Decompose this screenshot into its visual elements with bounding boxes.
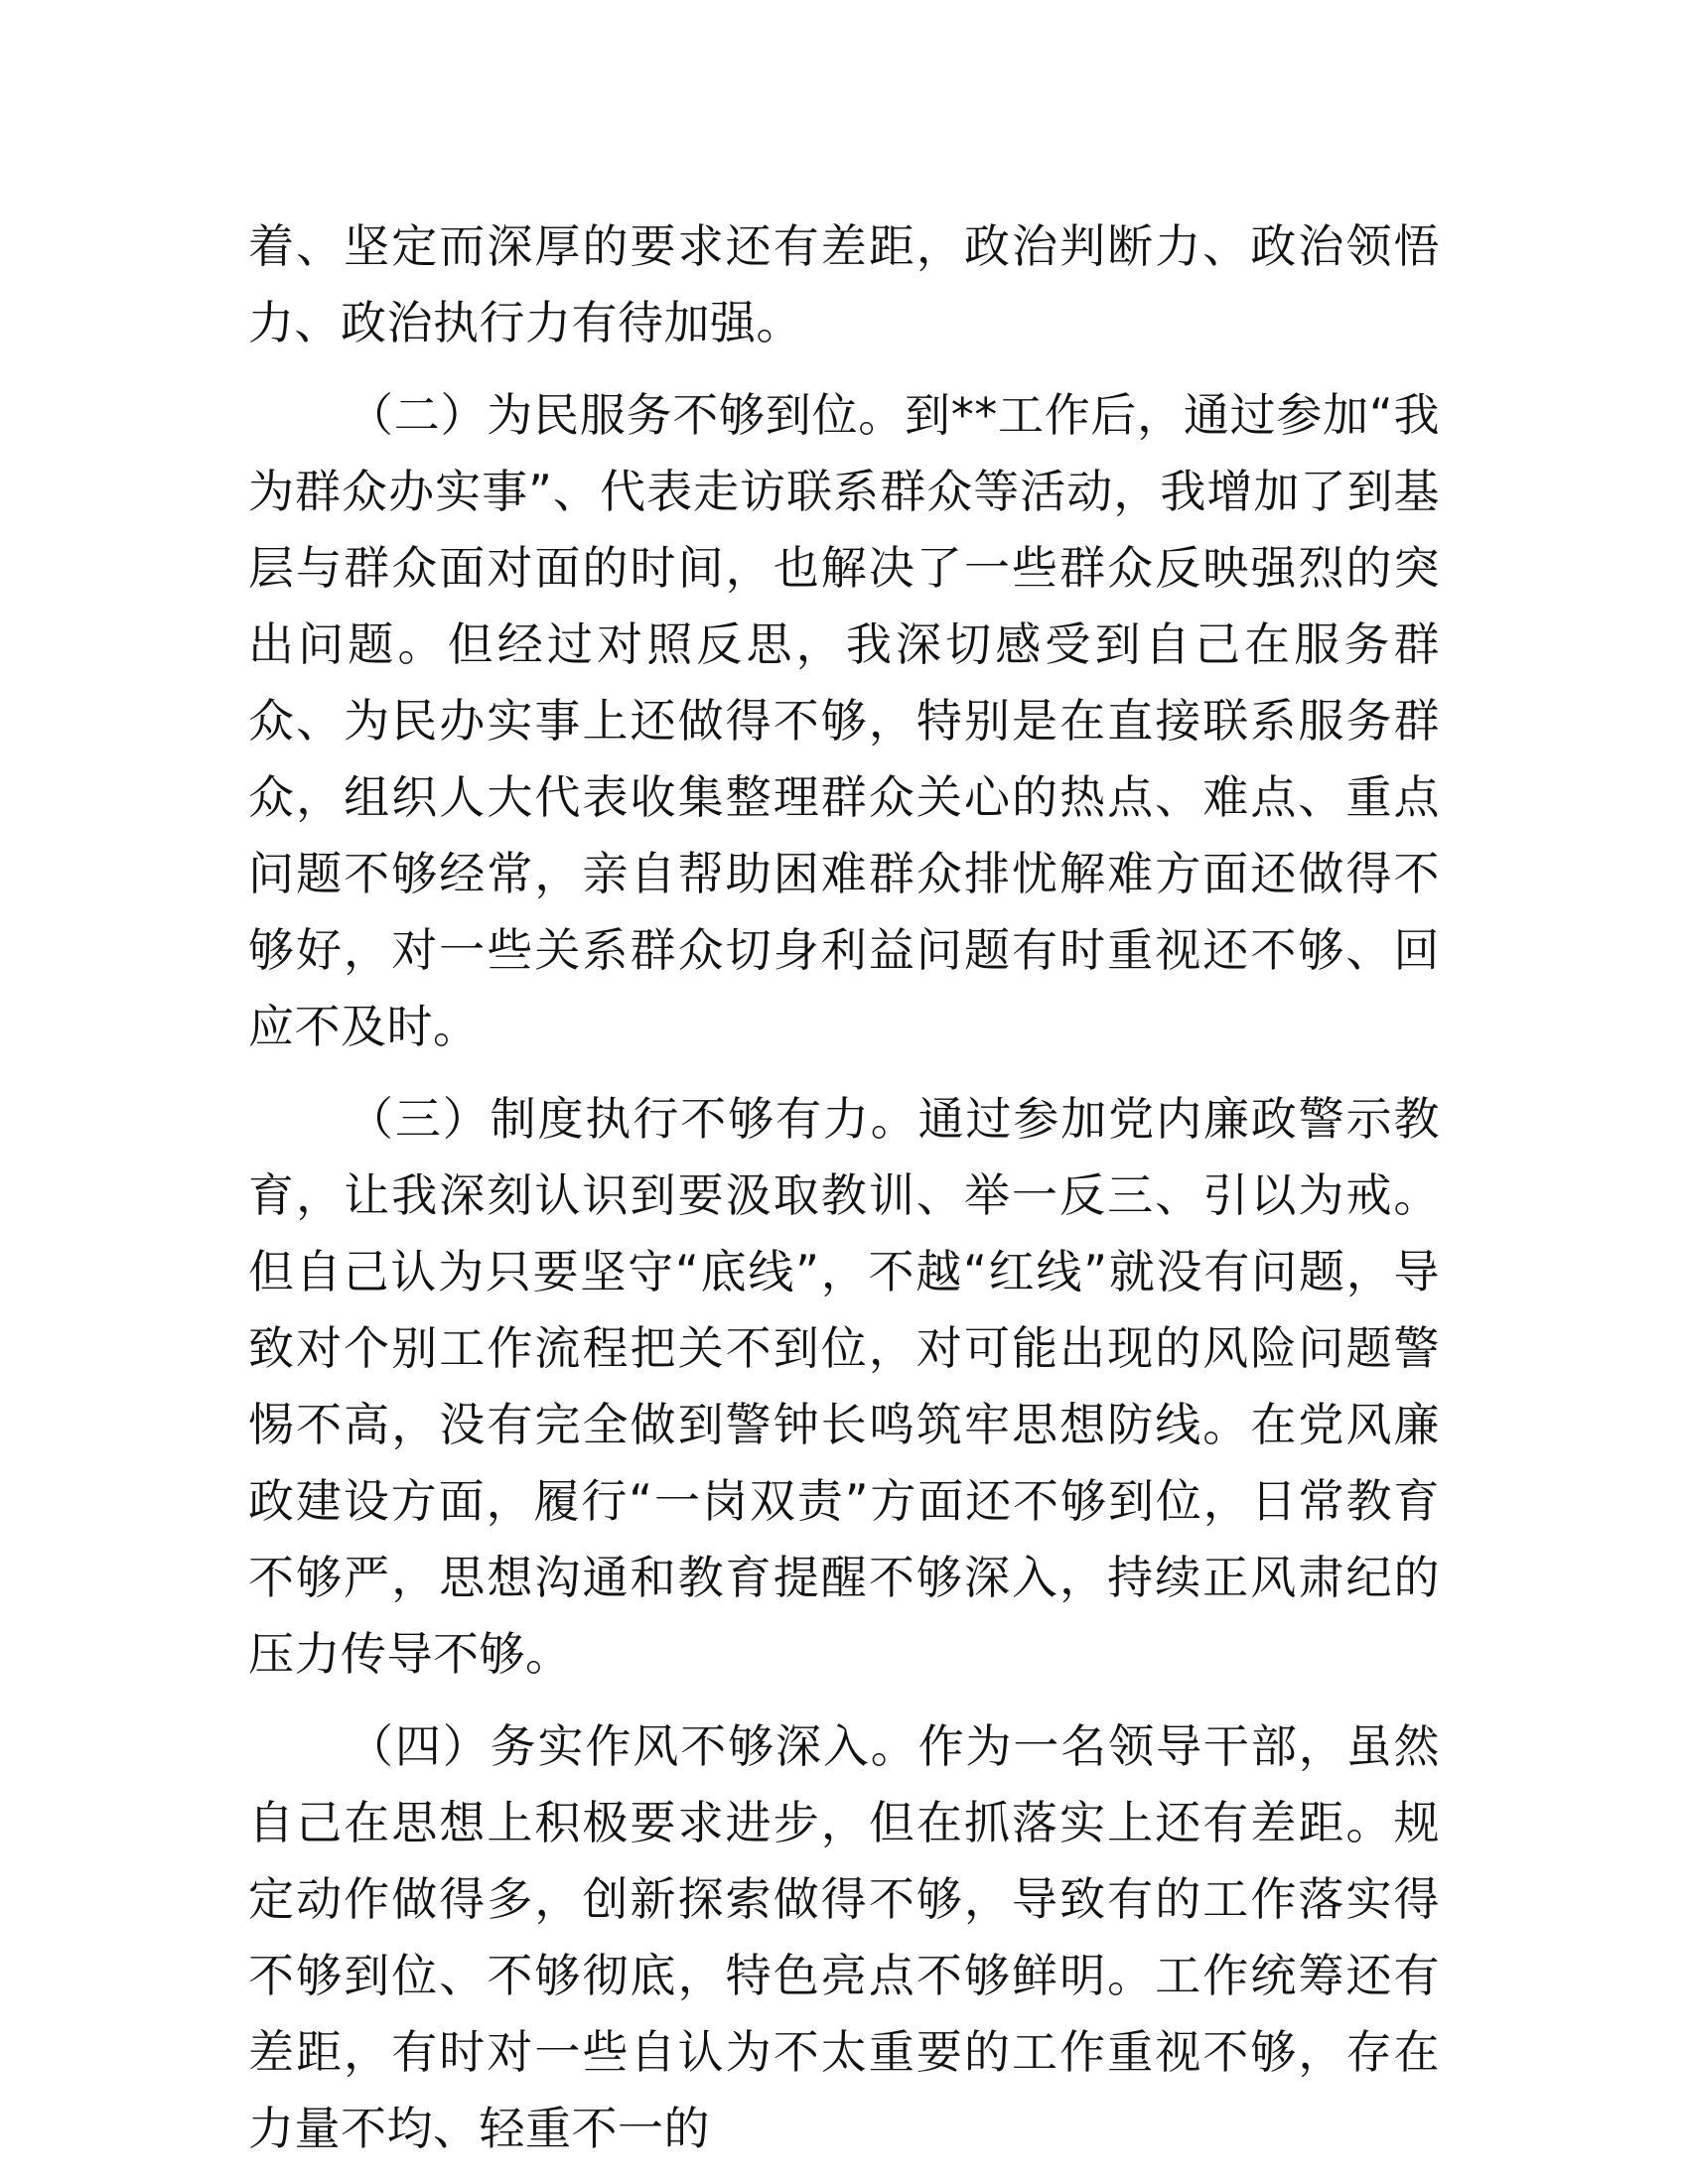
paragraph-section-3: （三）制度执行不够有力。通过参加党内廉政警示教育，让我深刻认识到要汲取教训、举一反三、引以为戒。但自己认为只要坚守“底线”，不越“红线”就没有问题，导致对个别工作流程把关不到位，对可能出现的风险问题警惕不高，没有完全做到警钟长鸣筑牢思想防线。在党风廉政建设方面，履行“一岗双责”方面还不够到位，日常教育不够严，思想沟通和教育提醒不够深入，持续正风肃纪的压力传导不够。 <box>248 1092 1440 1681</box>
paragraph-section-2: （二）为民服务不够到位。到**工作后，通过参加“我为群众办实事”、代表走访联系群众等活动，我增加了到基层与群众面对面的时间，也解决了一些群众反映强烈的突出问题。但经过对照反思，我深切感受到自己在服务群众、为民办实事上还做得不够，特别是在直接联系服务群众，组织人大代表收集整理群众关心的热点、难点、重点问题不够经常，亲自帮助困难群众排忧解难方面还做得不够好，对一些关系群众切身利益问题有时重视还不够、回应不及时。 <box>248 388 1440 1053</box>
paragraph-section-4: （四）务实作风不够深入。作为一名领导干部，虽然自己在思想上积极要求进步，但在抓落实上还有差距。规定动作做得多，创新探索做得不够，导致有的工作落实得不够到位、不够彻底，特色亮点不够鲜明。工作统筹还有差距，有时对一些自认为不太重要的工作重视不够，存在力量不均、轻重不一的 <box>248 1719 1440 2155</box>
document-body <box>248 208 1440 2183</box>
paragraph-continuation: 着、坚定而深厚的要求还有差距，政治判断力、政治领悟力、政治执行力有待加强。 <box>248 219 1440 349</box>
